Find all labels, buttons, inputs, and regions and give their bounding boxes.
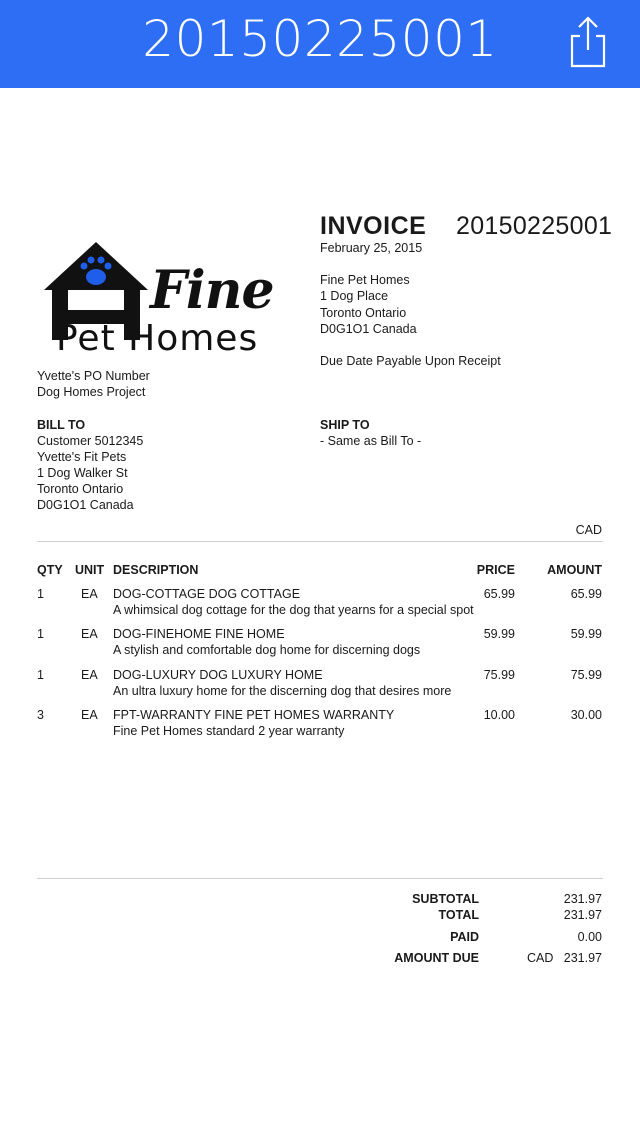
row-unit: EA	[81, 668, 98, 682]
amount-due-value: 231.97	[563, 951, 602, 965]
row-item: DOG-COTTAGE DOG COTTAGE	[113, 587, 301, 601]
row-amount: 30.00	[570, 708, 602, 722]
row-price: 10.00	[483, 708, 515, 722]
po-label: Yvette's PO Number	[37, 369, 150, 383]
row-unit: EA	[81, 587, 98, 601]
bill-to-heading: BILL TO	[37, 418, 86, 432]
po-value: Dog Homes Project	[37, 385, 146, 399]
bill-to-street: 1 Dog Walker St	[37, 466, 128, 480]
share-icon	[566, 14, 610, 70]
col-unit: UNIT	[75, 563, 105, 577]
amount-due-currency: CAD	[527, 951, 554, 965]
nav-title: 20150225001	[142, 10, 498, 68]
company-street: 1 Dog Place	[320, 289, 389, 303]
bill-to-postal: D0G1O1 Canada	[37, 498, 134, 512]
row-amount: 59.99	[570, 627, 602, 641]
paid-value: 0.00	[577, 930, 602, 944]
currency-label: CAD	[575, 523, 602, 537]
invoice-title: INVOICE	[320, 212, 427, 240]
due-date: Due Date Payable Upon Receipt	[320, 354, 501, 368]
row-description: A whimsical dog cottage for the dog that yearns for a special spot	[113, 603, 474, 617]
bill-to-name: Yvette's Fit Pets	[37, 450, 127, 464]
invoice-date: February 25, 2015	[320, 241, 423, 255]
row-description: Fine Pet Homes standard 2 year warranty	[113, 724, 345, 738]
ship-to-heading: SHIP TO	[320, 418, 370, 432]
row-price: 65.99	[483, 587, 515, 601]
bill-to-city: Toronto Ontario	[37, 482, 124, 496]
company-city: Toronto Ontario	[320, 306, 407, 320]
row-item: FPT-WARRANTY FINE PET HOMES WARRANTY	[113, 708, 395, 722]
divider	[37, 541, 603, 542]
subtotal-value: 231.97	[563, 892, 602, 906]
subtotal-label: SUBTOTAL	[412, 892, 479, 906]
bill-to-customer: Customer 5012345	[37, 434, 144, 448]
total-value: 231.97	[563, 908, 602, 922]
row-qty: 1	[37, 627, 44, 641]
logo-pet-homes: Pet Homes	[56, 318, 259, 359]
col-description: DESCRIPTION	[113, 563, 199, 577]
row-price: 59.99	[483, 627, 515, 641]
amount-due-label: AMOUNT DUE	[394, 951, 479, 965]
ship-to-value: - Same as Bill To -	[320, 434, 422, 448]
row-description: A stylish and comfortable dog home for discerning dogs	[113, 643, 421, 657]
col-amount: AMOUNT	[547, 563, 602, 577]
share-button[interactable]	[566, 14, 610, 70]
col-price: PRICE	[476, 563, 515, 577]
row-description: An ultra luxury home for the discerning dog that desires more	[113, 684, 452, 698]
row-item: DOG-LUXURY DOG LUXURY HOME	[113, 668, 323, 682]
top-bar	[0, 0, 640, 88]
row-unit: EA	[81, 627, 98, 641]
company-postal: D0G1O1 Canada	[320, 322, 417, 336]
invoice-document	[0, 88, 640, 1136]
row-qty: 1	[37, 587, 44, 601]
invoice-number: 20150225001	[456, 212, 613, 240]
company-name: Fine Pet Homes	[320, 273, 410, 287]
divider	[37, 878, 603, 879]
row-item: DOG-FINEHOME FINE HOME	[113, 627, 285, 641]
total-label: TOTAL	[438, 908, 479, 922]
row-unit: EA	[81, 708, 98, 722]
logo-fine: Fine	[150, 260, 274, 321]
row-amount: 65.99	[570, 587, 602, 601]
paid-label: PAID	[450, 930, 479, 944]
row-price: 75.99	[483, 668, 515, 682]
row-qty: 3	[37, 708, 44, 722]
row-qty: 1	[37, 668, 44, 682]
col-qty: QTY	[37, 563, 63, 577]
row-amount: 75.99	[570, 668, 602, 682]
